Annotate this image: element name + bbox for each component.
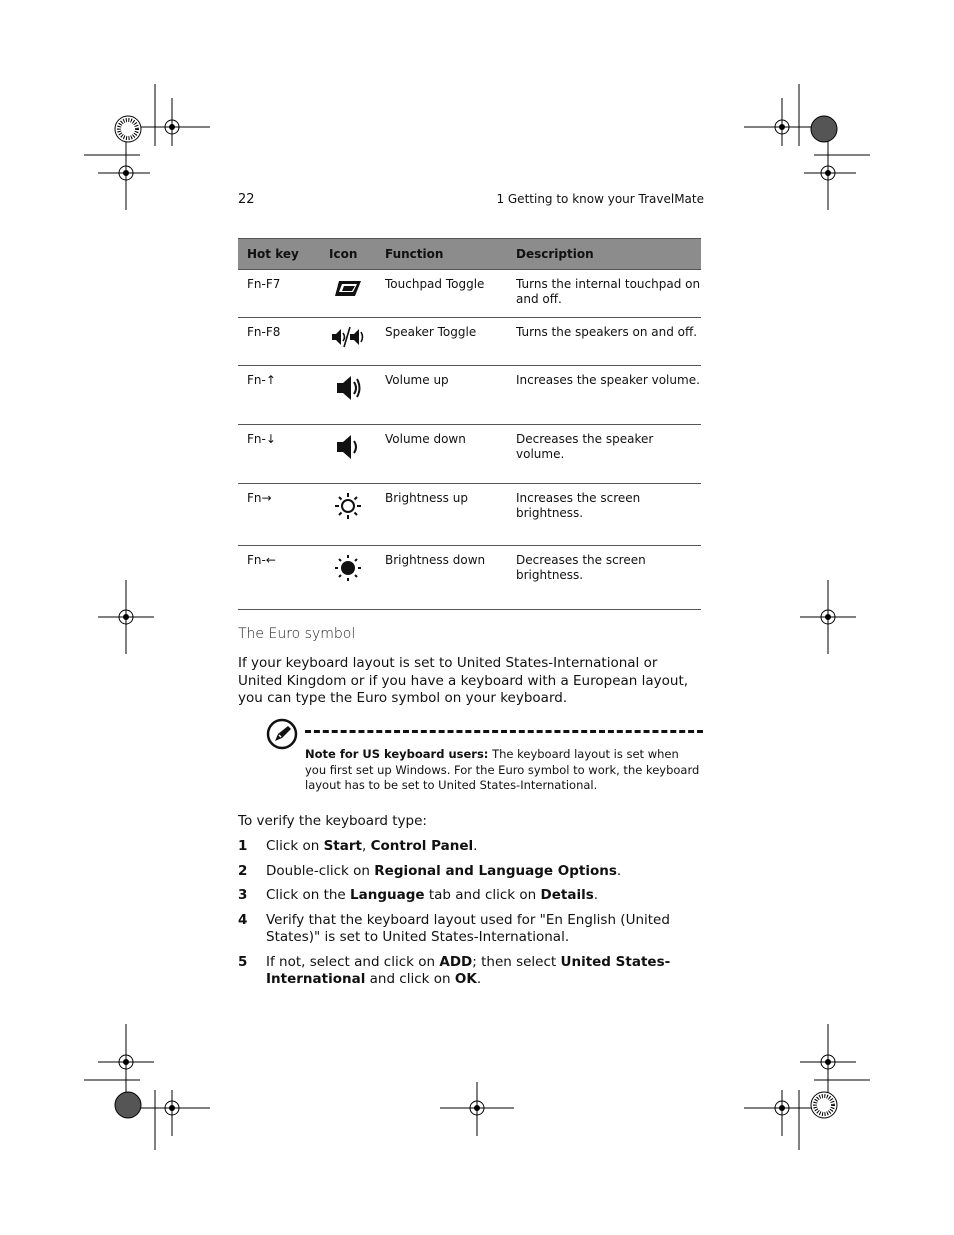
step-text: Double-click on Regional and Language Options. (266, 862, 622, 879)
description-cell: Decreases the speaker volume. (507, 425, 701, 484)
note-body: The keyboard layout is set when you first set up Windows. For the Euro symbol to work, the keyboard layout has to be set to United States-International. (305, 747, 700, 792)
note-pen-icon (266, 718, 298, 750)
table-row (238, 546, 701, 610)
hotkey-cell: Fn-↑ (238, 366, 320, 425)
table-row (238, 484, 701, 546)
hotkey-cell: Fn-↓ (238, 425, 320, 484)
table-row (238, 270, 701, 318)
hotkey-cell: Fn-← (238, 546, 320, 610)
procedure-step (238, 912, 704, 947)
procedure-step (238, 863, 704, 881)
col-header-hotkey: Hot key (238, 239, 320, 270)
speaker-toggle-icon (331, 325, 365, 349)
table-header-row (238, 239, 701, 270)
brightness-up-icon (333, 491, 363, 521)
brightness-down-icon (333, 553, 363, 583)
hotkey-table (238, 238, 701, 610)
note-label: Note for US keyboard users: (305, 747, 489, 761)
step-text: Click on the Language tab and click on Details. (266, 887, 599, 903)
description-cell: Decreases the screen brightness. (507, 546, 701, 610)
section-title: The Euro symbol (238, 626, 356, 642)
table-row (238, 425, 701, 484)
hotkey-cell: Fn→ (238, 484, 320, 546)
description-cell: Increases the screen brightness. (507, 484, 701, 546)
procedure-step (238, 887, 704, 905)
table-row (238, 318, 701, 366)
page-number: 22 (238, 192, 255, 207)
function-cell: Brightness up (376, 484, 507, 546)
step-number: 3 (238, 887, 248, 903)
procedure-step (238, 838, 704, 856)
note-divider (305, 730, 703, 733)
note-text (305, 747, 700, 794)
function-cell: Touchpad Toggle (376, 270, 507, 318)
function-cell: Brightness down (376, 546, 507, 610)
hotkey-cell: Fn-F8 (238, 318, 320, 366)
description-cell: Turns the internal touchpad on and off. (507, 270, 701, 318)
description-cell: Increases the speaker volume. (507, 366, 701, 425)
hotkey-cell: Fn-F7 (238, 270, 320, 318)
table-row (238, 366, 701, 425)
procedure-step (238, 954, 704, 989)
description-cell: Turns the speakers on and off. (507, 318, 701, 366)
step-text: If not, select and click on ADD; then select United States-International and click on OK. (266, 953, 671, 987)
function-cell: Volume up (376, 366, 507, 425)
step-text: Click on Start, Control Panel. (266, 838, 478, 854)
function-cell: Speaker Toggle (376, 318, 507, 366)
step-number: 2 (238, 862, 248, 879)
volume-up-icon (334, 373, 362, 403)
procedure-steps (238, 838, 704, 996)
touchpad-icon (333, 277, 363, 299)
col-header-description: Description (507, 239, 701, 270)
intro-paragraph: If your keyboard layout is set to United States-International or United Kingdom or if you have a keyboard with a European layout, you can type the Euro symbol on your keyboard. (238, 655, 689, 706)
step-number: 4 (238, 911, 248, 928)
procedure-lead: To verify the keyboard type: (238, 813, 427, 829)
step-text: Verify that the keyboard layout used for "En English (United States)" is set to United States-International. (266, 911, 670, 945)
step-number: 1 (238, 838, 248, 854)
function-cell: Volume down (376, 425, 507, 484)
col-header-function: Function (376, 239, 507, 270)
step-number: 5 (238, 953, 248, 970)
col-header-icon: Icon (320, 239, 376, 270)
volume-down-icon (334, 432, 362, 462)
running-header: 1 Getting to know your TravelMate (496, 192, 704, 206)
